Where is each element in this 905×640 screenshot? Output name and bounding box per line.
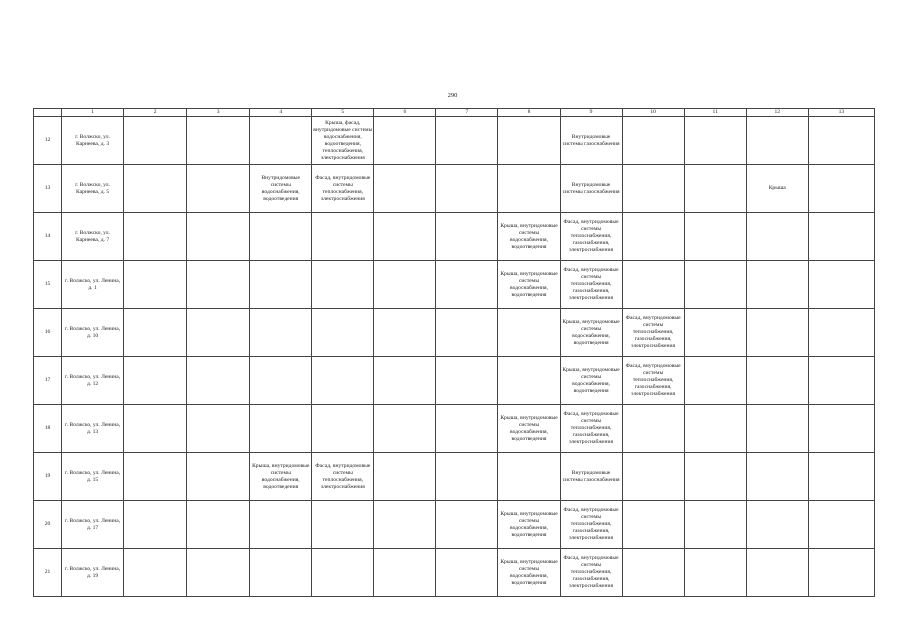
work-cell-col-4 xyxy=(250,405,312,453)
column-header: 12 xyxy=(746,109,808,117)
empty-cell xyxy=(684,453,746,501)
empty-cell xyxy=(374,453,436,501)
work-cell-col-12 xyxy=(746,117,808,165)
empty-cell xyxy=(187,261,250,309)
work-description: Фасад, внутридомовые системы теплоснабжения, газоснабжения, электроснабжения xyxy=(563,507,619,541)
empty-cell xyxy=(808,453,874,501)
row-number: 17 xyxy=(34,357,62,405)
work-cell-col-8 xyxy=(498,309,560,357)
work-description: Крыша, внутридомовые системы водоснабжения, водоотведения xyxy=(500,414,558,442)
column-header: 3 xyxy=(187,109,250,117)
work-description: Фасад, внутридомовые системы теплоснабжения, газоснабжения, электроснабжения xyxy=(563,267,619,301)
empty-cell xyxy=(374,309,436,357)
work-cell-col-9 xyxy=(560,165,622,213)
table-row xyxy=(34,213,875,261)
empty-cell xyxy=(187,453,250,501)
row-number: 12 xyxy=(34,117,62,165)
empty-cell xyxy=(436,309,498,357)
table-row xyxy=(34,261,875,309)
repair-schedule-table xyxy=(33,108,875,597)
work-description: Крыша, внутридомовые системы водоснабжения, водоотведения xyxy=(500,222,558,250)
work-cell-col-5 xyxy=(312,549,374,597)
work-cell-col-5 xyxy=(312,309,374,357)
work-cell-col-5 xyxy=(312,357,374,405)
work-description: Фасад, внутридомовые системы теплоснабжения, электроснабжения xyxy=(315,462,371,490)
column-header: 2 xyxy=(124,109,187,117)
work-description: Фасад, внутридомовые системы теплоснабжения, газоснабжения, электроснабжения xyxy=(563,411,619,445)
work-cell-col-4 xyxy=(250,309,312,357)
empty-cell xyxy=(374,117,436,165)
empty-cell xyxy=(684,549,746,597)
work-cell-col-12 xyxy=(746,357,808,405)
empty-cell xyxy=(374,405,436,453)
empty-cell xyxy=(808,501,874,549)
address-cell: г. Волжско, ул. Ленина, д. 12 xyxy=(62,357,124,405)
work-cell-col-10 xyxy=(622,501,684,549)
work-cell-col-9 xyxy=(560,261,622,309)
table-row xyxy=(34,453,875,501)
address-cell: г. Волжско, ул. Карнеева, д. 7 xyxy=(62,213,124,261)
column-header: 7 xyxy=(436,109,498,117)
empty-cell xyxy=(436,405,498,453)
column-header xyxy=(34,109,62,117)
empty-cell xyxy=(808,405,874,453)
work-cell-col-9 xyxy=(560,117,622,165)
work-cell-col-12 xyxy=(746,213,808,261)
work-cell-col-4 xyxy=(250,357,312,405)
row-number: 13 xyxy=(34,165,62,213)
table-row xyxy=(34,549,875,597)
column-header: 10 xyxy=(622,109,684,117)
work-cell-col-12 xyxy=(746,405,808,453)
empty-cell xyxy=(684,117,746,165)
empty-cell xyxy=(374,357,436,405)
work-cell-col-4 xyxy=(250,501,312,549)
empty-cell xyxy=(808,261,874,309)
table-row xyxy=(34,117,875,165)
column-header: 1 xyxy=(62,109,124,117)
empty-cell xyxy=(374,165,436,213)
work-description: Крыша, фасад, внутридомовые системы водоснабжения, водоотведения, теплоснабжения, электроснабжения xyxy=(313,119,373,161)
empty-cell xyxy=(808,117,874,165)
work-cell-col-4 xyxy=(250,213,312,261)
work-description: Внутридомовые системы водоснабжения, водоотведения xyxy=(261,174,301,202)
work-cell-col-8 xyxy=(498,117,560,165)
work-cell-col-8 xyxy=(498,501,560,549)
address-cell: г. Волжско, ул. Ленина, д. 1 xyxy=(62,261,124,309)
empty-cell xyxy=(684,261,746,309)
column-header: 13 xyxy=(808,109,874,117)
work-cell-col-12 xyxy=(746,453,808,501)
empty-cell xyxy=(808,549,874,597)
empty-cell xyxy=(187,501,250,549)
empty-cell xyxy=(684,405,746,453)
empty-cell xyxy=(808,165,874,213)
work-description: Крыша xyxy=(768,185,786,191)
empty-cell xyxy=(436,549,498,597)
work-cell-col-10 xyxy=(622,549,684,597)
work-cell-col-5 xyxy=(312,165,374,213)
column-header: 9 xyxy=(560,109,622,117)
empty-cell xyxy=(684,213,746,261)
work-description: Фасад, внутридомовые системы теплоснабжения, газоснабжения, электроснабжения xyxy=(563,219,619,253)
work-description: Крыша, внутридомовые системы водоснабжения, водоотведения xyxy=(500,510,558,538)
column-header: 6 xyxy=(374,109,436,117)
address-cell: г. Волжско, ул. Ленина, д. 13 xyxy=(62,405,124,453)
work-description: Внутридомовые системы газоснабжения xyxy=(562,133,620,147)
work-description: Внутридомовые системы газоснабжения xyxy=(562,181,620,195)
work-description: Крыша, внутридомовые системы водоснабжения, водоотведения xyxy=(562,318,620,346)
work-cell-col-8 xyxy=(498,165,560,213)
empty-cell xyxy=(808,357,874,405)
row-number: 19 xyxy=(34,453,62,501)
work-cell-col-9 xyxy=(560,309,622,357)
page-number: 290 xyxy=(447,92,458,99)
empty-cell xyxy=(436,213,498,261)
work-cell-col-10 xyxy=(622,309,684,357)
empty-cell xyxy=(374,213,436,261)
empty-cell xyxy=(124,213,187,261)
empty-cell xyxy=(124,405,187,453)
work-description: Крыша, внутридомовые системы водоснабжения, водоотведения xyxy=(562,366,620,394)
work-cell-col-8 xyxy=(498,549,560,597)
empty-cell xyxy=(124,501,187,549)
empty-cell xyxy=(436,261,498,309)
work-cell-col-8 xyxy=(498,405,560,453)
empty-cell xyxy=(808,309,874,357)
address-cell: г. Волжско, ул. Карнеева, д. 3 xyxy=(62,117,124,165)
empty-cell xyxy=(374,549,436,597)
work-cell-col-10 xyxy=(622,261,684,309)
empty-cell xyxy=(187,549,250,597)
work-description: Фасад, внутридомовые системы теплоснабжения, газоснабжения, электроснабжения xyxy=(625,363,681,397)
address-cell: г. Волжско, ул. Ленина, д. 17 xyxy=(62,501,124,549)
work-cell-col-4 xyxy=(250,261,312,309)
work-cell-col-12 xyxy=(746,549,808,597)
column-header: 5 xyxy=(312,109,374,117)
work-cell-col-8 xyxy=(498,453,560,501)
work-cell-col-9 xyxy=(560,357,622,405)
empty-cell xyxy=(684,501,746,549)
empty-cell xyxy=(374,501,436,549)
empty-cell xyxy=(436,117,498,165)
work-cell-col-10 xyxy=(622,117,684,165)
work-cell-col-4 xyxy=(250,453,312,501)
row-number: 16 xyxy=(34,309,62,357)
column-header: 11 xyxy=(684,109,746,117)
work-cell-col-8 xyxy=(498,357,560,405)
header-row xyxy=(34,109,875,117)
empty-cell xyxy=(436,357,498,405)
work-description: Внутридомовые системы газоснабжения xyxy=(562,469,620,483)
work-cell-col-4 xyxy=(250,549,312,597)
empty-cell xyxy=(124,117,187,165)
work-cell-col-8 xyxy=(498,213,560,261)
row-number: 15 xyxy=(34,261,62,309)
work-description: Крыша, внутридомовые системы водоснабжения, водоотведения xyxy=(500,270,558,298)
work-description: Фасад, внутридомовые системы теплоснабжения, газоснабжения, электроснабжения xyxy=(625,315,681,349)
empty-cell xyxy=(684,309,746,357)
work-cell-col-9 xyxy=(560,549,622,597)
work-cell-col-10 xyxy=(622,165,684,213)
empty-cell xyxy=(187,309,250,357)
empty-cell xyxy=(124,165,187,213)
address-cell: г. Волжско, ул. Ленина, д. 15 xyxy=(62,453,124,501)
row-number: 14 xyxy=(34,213,62,261)
address-cell: г. Волжско, ул. Ленина, д. 19 xyxy=(62,549,124,597)
empty-cell xyxy=(436,453,498,501)
work-cell-col-9 xyxy=(560,213,622,261)
work-cell-col-10 xyxy=(622,213,684,261)
work-cell-col-5 xyxy=(312,405,374,453)
work-cell-col-12 xyxy=(746,261,808,309)
empty-cell xyxy=(124,309,187,357)
empty-cell xyxy=(187,405,250,453)
empty-cell xyxy=(124,549,187,597)
empty-cell xyxy=(124,453,187,501)
work-cell-col-4 xyxy=(250,117,312,165)
table-row xyxy=(34,357,875,405)
work-cell-col-5 xyxy=(312,453,374,501)
work-cell-col-9 xyxy=(560,501,622,549)
empty-cell xyxy=(684,357,746,405)
work-cell-col-5 xyxy=(312,261,374,309)
work-cell-col-8 xyxy=(498,261,560,309)
work-cell-col-5 xyxy=(312,213,374,261)
work-cell-col-5 xyxy=(312,117,374,165)
work-cell-col-12 xyxy=(746,501,808,549)
empty-cell xyxy=(187,165,250,213)
work-description: Фасад, внутридомовые системы теплоснабжения, электроснабжения xyxy=(315,174,371,202)
empty-cell xyxy=(187,357,250,405)
row-number: 18 xyxy=(34,405,62,453)
work-cell-col-9 xyxy=(560,405,622,453)
table-row xyxy=(34,501,875,549)
work-cell-col-5 xyxy=(312,501,374,549)
empty-cell xyxy=(187,213,250,261)
work-cell-col-12 xyxy=(746,165,808,213)
work-cell-col-10 xyxy=(622,453,684,501)
work-cell-col-10 xyxy=(622,357,684,405)
table-row xyxy=(34,165,875,213)
empty-cell xyxy=(436,501,498,549)
work-cell-col-4 xyxy=(250,165,312,213)
work-cell-col-10 xyxy=(622,405,684,453)
empty-cell xyxy=(374,261,436,309)
table-row xyxy=(34,309,875,357)
empty-cell xyxy=(436,165,498,213)
empty-cell xyxy=(684,165,746,213)
table-row xyxy=(34,405,875,453)
empty-cell xyxy=(187,117,250,165)
empty-cell xyxy=(124,357,187,405)
row-number: 20 xyxy=(34,501,62,549)
empty-cell xyxy=(124,261,187,309)
address-cell: г. Волжско, ул. Ленина, д. 10 xyxy=(62,309,124,357)
work-description: Крыша, внутридомовые системы водоснабжения, водоотведения xyxy=(252,462,310,490)
address-cell: г. Волжско, ул. Карнеева, д. 5 xyxy=(62,165,124,213)
empty-cell xyxy=(808,213,874,261)
row-number: 21 xyxy=(34,549,62,597)
column-header: 8 xyxy=(498,109,560,117)
column-header: 4 xyxy=(250,109,312,117)
work-cell-col-12 xyxy=(746,309,808,357)
work-description: Крыша, внутридомовые системы водоснабжения, водоотведения xyxy=(500,558,558,586)
work-cell-col-9 xyxy=(560,453,622,501)
work-description: Фасад, внутридомовые системы теплоснабжения, газоснабжения, электроснабжения xyxy=(563,555,619,589)
